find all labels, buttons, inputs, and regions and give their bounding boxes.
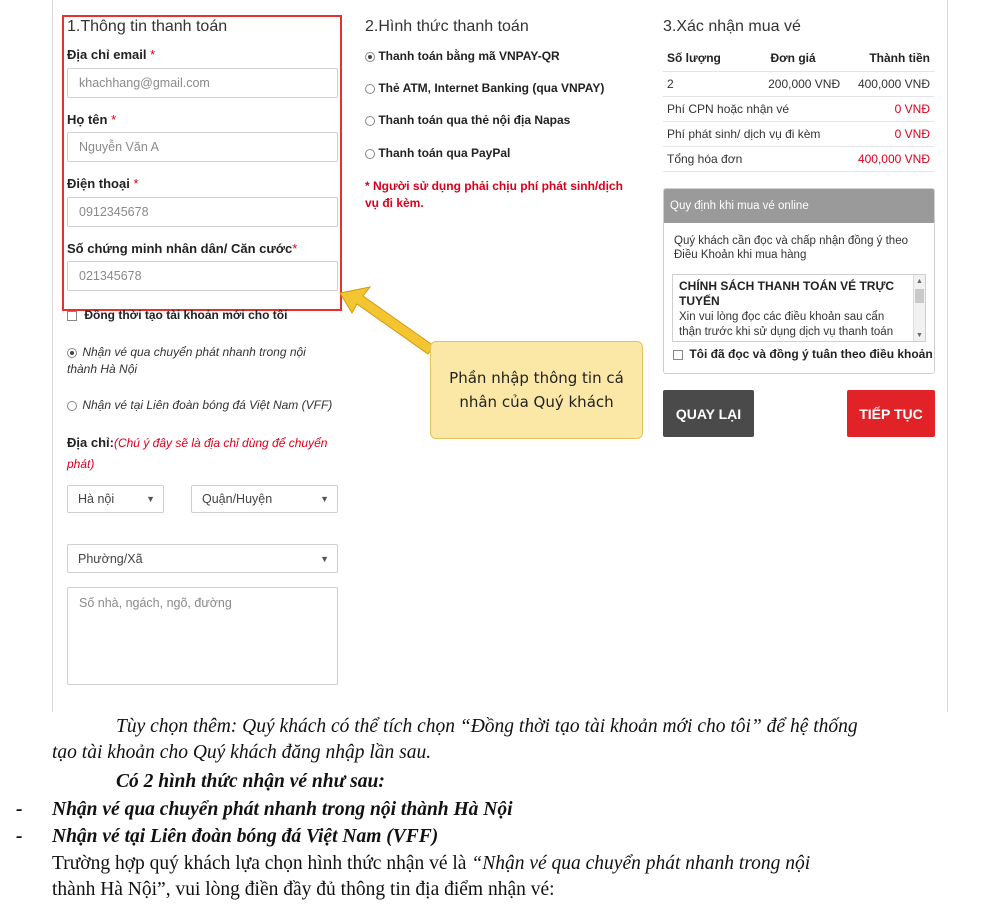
payment-option-atm[interactable]: Thẻ ATM, Internet Banking (qua VNPAY) — [365, 81, 604, 95]
section1-title: 1.Thông tin thanh toán — [67, 18, 228, 35]
policy-scrollbox[interactable] — [672, 274, 926, 342]
payment-radio[interactable] — [365, 84, 375, 94]
order-summary-table — [663, 46, 934, 172]
delivery-vff-radio[interactable] — [67, 401, 77, 411]
payment-option-napas[interactable]: Thanh toán qua thẻ nội địa Napas — [365, 113, 570, 127]
name-label: Họ tên * — [67, 112, 117, 127]
chevron-down-icon: ▼ — [146, 494, 155, 504]
street-address-textarea[interactable]: Số nhà, ngách, ngõ, đường — [67, 587, 338, 685]
table-row: 2 200,000 VNĐ 400,000 VNĐ — [663, 71, 934, 96]
section2-title: 2.Hình thức thanh toán — [365, 18, 529, 35]
scrollbar-thumb[interactable] — [915, 289, 924, 303]
rules-panel — [663, 188, 935, 374]
payment-radio[interactable] — [365, 116, 375, 126]
ward-select[interactable]: Phường/Xã ▼ — [67, 544, 338, 573]
phone-field[interactable]: 0912345678 — [67, 197, 338, 227]
payment-option-vnpay-qr[interactable]: Thanh toán bằng mã VNPAY-QR — [365, 49, 560, 63]
create-account-checkbox[interactable] — [67, 311, 77, 321]
city-select[interactable]: Hà nội ▼ — [67, 485, 164, 513]
doc-bullet-mark: - — [16, 799, 23, 820]
scroll-up-icon[interactable]: ▲ — [916, 278, 923, 285]
id-card-field[interactable]: 021345678 — [67, 261, 338, 291]
id-card-label: Số chứng minh nhân dân/ Căn cước* — [67, 241, 298, 256]
doc-bullet-1: Nhận vé qua chuyển phát nhanh trong nội thành Hà Nội — [52, 799, 513, 820]
chevron-down-icon: ▼ — [320, 494, 329, 504]
payment-fee-note: * Người sử dụng phải chịu phí phát sinh/dịch vụ đi kèm. — [365, 179, 623, 210]
agree-checkbox[interactable] — [673, 350, 683, 360]
callout-arrow-icon — [330, 280, 440, 360]
policy-title: CHÍNH SÁCH THANH TOÁN VÉ TRỰC TUYẾN — [679, 279, 895, 308]
doc-paragraph-2-line-1: Trường hợp quý khách lựa chọn hình thức nhận vé là “Nhận vé qua chuyển phát nhanh trong nội — [52, 853, 811, 874]
policy-text: Xin vui lòng đọc các điều khoản sau cẩn thận trước khi sử dụng dịch vụ thanh toán — [679, 311, 894, 338]
doc-paragraph-1-line-2: tạo tài khoản cho Quý khách đăng nhập lần sau. — [52, 742, 432, 763]
doc-bullet-2: Nhận vé tại Liên đoàn bóng đá Việt Nam (VFF) — [52, 826, 439, 847]
chevron-down-icon: ▼ — [320, 553, 329, 564]
email-label: Địa chỉ email * — [67, 47, 156, 62]
rules-header: Quy định khi mua vé online — [664, 189, 934, 223]
name-field[interactable]: Nguyễn Văn A — [67, 132, 338, 162]
table-row: Phí CPN hoặc nhận vé 0 VNĐ — [663, 96, 934, 121]
highlight-box — [62, 15, 342, 311]
create-account-option[interactable]: Đồng thời tạo tài khoản mới cho tôi — [67, 308, 287, 322]
payment-radio[interactable] — [365, 52, 375, 62]
delivery-vff-option[interactable]: Nhận vé tại Liên đoàn bóng đá Việt Nam (VFF) — [67, 398, 332, 412]
rules-intro: Quý khách cần đọc và chấp nhận đồng ý theo Điều Khoản khi mua hàng — [674, 235, 908, 261]
payment-option-paypal[interactable]: Thanh toán qua PayPal — [365, 146, 510, 160]
back-button[interactable]: QUAY LẠI — [663, 390, 754, 437]
address-label: Địa chỉ:(Chú ý đây sẽ là địa chỉ dùng để chuyển phát) — [67, 435, 328, 471]
callout-note: Phần nhập thông tin cá nhân của Quý khách — [430, 341, 643, 439]
scrollbar[interactable] — [913, 275, 925, 341]
phone-label: Điện thoại * — [67, 176, 139, 191]
continue-button[interactable]: TIẾP TỤC — [847, 390, 935, 437]
district-select[interactable]: Quận/Huyện ▼ — [191, 485, 338, 513]
doc-heading: Có 2 hình thức nhận vé như sau: — [116, 771, 385, 792]
delivery-express-option[interactable]: Nhận vé qua chuyển phát nhanh trong nội thành Hà Nội — [67, 345, 306, 376]
payment-radio[interactable] — [365, 149, 375, 159]
email-field[interactable]: khachhang@gmail.com — [67, 68, 338, 98]
agree-option[interactable]: Tôi đã đọc và đồng ý tuân theo điều khoản — [673, 347, 933, 361]
delivery-express-radio[interactable] — [67, 348, 77, 358]
doc-bullet-mark: - — [16, 826, 23, 847]
section3-title: 3.Xác nhận mua vé — [663, 18, 801, 35]
table-row: Phí phát sinh/ dịch vụ đi kèm 0 VNĐ — [663, 121, 934, 146]
table-row: Tổng hóa đơn 400,000 VNĐ — [663, 146, 934, 171]
doc-paragraph-1-line-1: Tùy chọn thêm: Quý khách có thể tích chọn “Đồng thời tạo tài khoản mới cho tôi” để hệ thống — [116, 716, 858, 737]
doc-paragraph-2-line-2: thành Hà Nội”, vui lòng điền đầy đủ thông tin địa điểm nhận vé: — [52, 879, 555, 900]
table-header-row: Số lượng Đơn giá Thành tiền — [667, 51, 930, 66]
scroll-down-icon[interactable]: ▼ — [916, 332, 923, 339]
